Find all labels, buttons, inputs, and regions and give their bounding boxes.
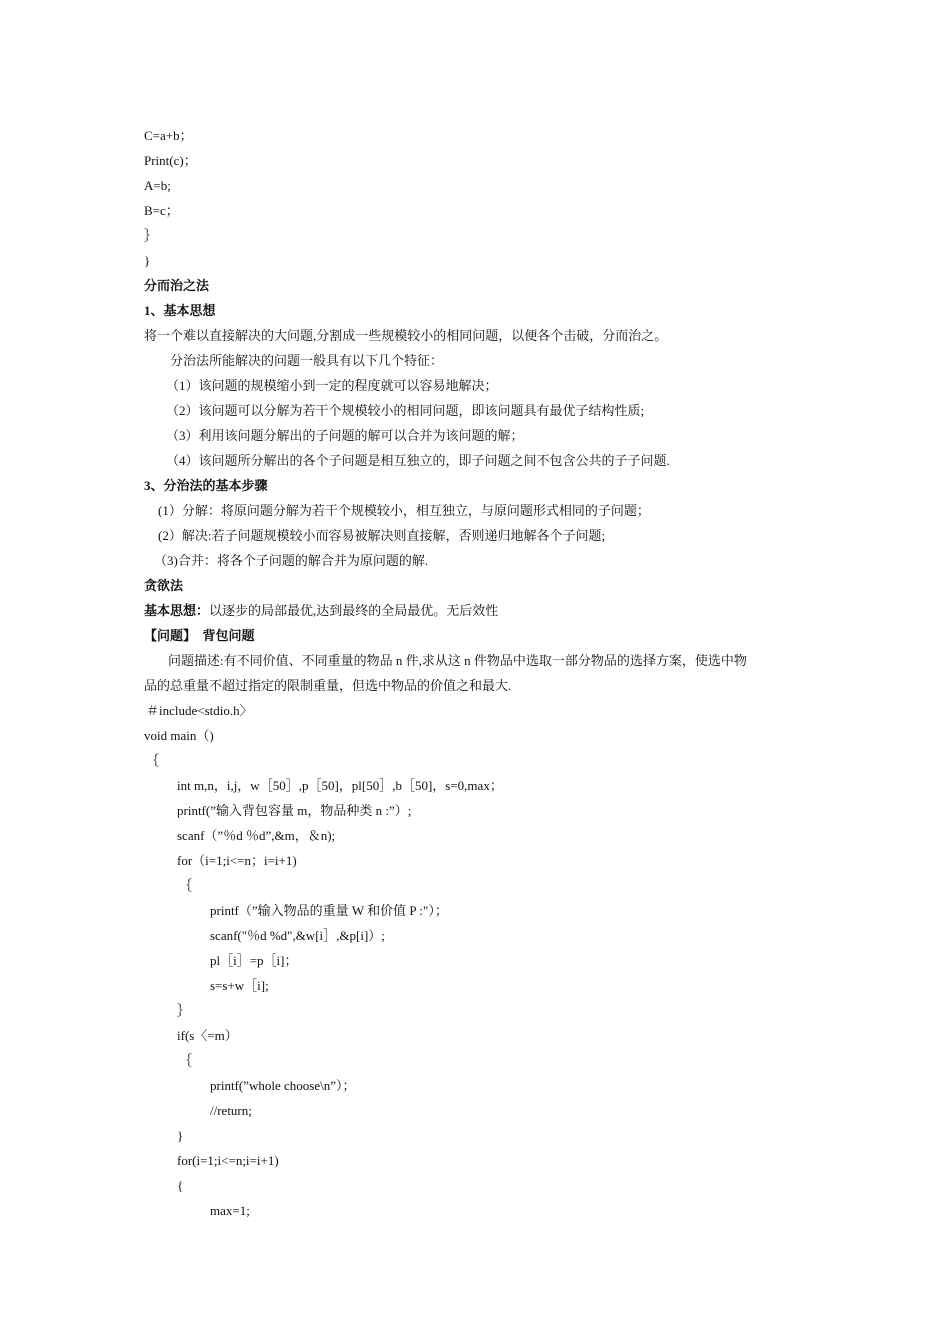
paragraph xyxy=(144,602,498,620)
paragraph: 问题描述:有不同价值、不同重量的物品 n 件,求从这 n 件物品中选取一部分物品的选择方案，使选中物 xyxy=(168,653,747,668)
code-line: scanf（”％d ％d”,&m，＆n); xyxy=(177,828,336,843)
paragraph: 品的总重量不超过指定的限制重量，但选中物品的价值之和最大. xyxy=(144,678,512,693)
list-item: （3）利用该问题分解出的子问题的解可以合并为该问题的解； xyxy=(166,428,524,443)
list-item: （2）该问题可以分解为若干个规模较小的相同问题，即该问题具有最优子结构性质; xyxy=(166,403,645,418)
basic-idea-text: 以逐步的局部最优,达到最终的全局最优。无后效性 xyxy=(209,603,499,618)
code-line: B=c； xyxy=(144,203,179,218)
code-line: printf(”输入背包容量 m，物品种类 n :”）; xyxy=(177,803,412,818)
code-line: max=1; xyxy=(210,1203,250,1218)
code-line: ｝ xyxy=(177,1003,191,1018)
list-item: （3)合并：将各个子问题的解合并为原问题的解. xyxy=(154,553,429,568)
code-line: ｛ xyxy=(146,753,160,768)
code-line: int m,n，i,j，w［50］,p［50]，pl[50］,b［50]，s=0,max； xyxy=(177,778,503,793)
code-line: s=s+w［i]; xyxy=(210,978,269,993)
code-line: ｝ xyxy=(144,228,158,243)
code-line: //return; xyxy=(210,1103,252,1118)
paragraph: 分治法所能解决的问题一般具有以下几个特征： xyxy=(170,353,444,368)
paragraph: 将一个难以直接解决的大问题,分割成一些规模较小的相同问题，以便各个击破，分而治之。 xyxy=(144,328,668,343)
code-line: A=b; xyxy=(144,178,171,193)
list-item: (1）分解：将原问题分解为若干个规模较小，相互独立，与原问题形式相同的子问题； xyxy=(158,503,650,518)
list-item: （4）该问题所分解出的各个子问题是相互独立的，即子问题之间不包含公共的子子问题. xyxy=(166,453,670,468)
subsection-heading: 1、基本思想 xyxy=(144,303,216,318)
code-line: } xyxy=(177,1128,184,1143)
code-line: void main（) xyxy=(144,728,214,743)
code-line: ｛ xyxy=(179,1053,193,1068)
code-line: { xyxy=(177,1178,184,1193)
code-line: ｛ xyxy=(179,878,193,893)
code-line: Print(c)； xyxy=(144,153,197,168)
section-heading: 贪欲法 xyxy=(144,578,184,593)
label-basic-idea: 基本思想： xyxy=(144,603,210,618)
subsection-heading: 3、分治法的基本步骤 xyxy=(144,478,268,493)
code-line: for（i=1;i<=n；i=i+1) xyxy=(177,853,297,868)
section-heading: 分而治之法 xyxy=(144,278,210,293)
code-line: ＃include<stdio.h〉 xyxy=(146,703,253,718)
code-line: printf（”输入物品的重量 W 和价值 P :"）； xyxy=(210,903,448,918)
problem-heading: 【问题】 背包问题 xyxy=(144,628,255,643)
code-line: C=a+b； xyxy=(144,128,193,143)
code-line: printf(”whole choose\n”）； xyxy=(210,1078,356,1093)
code-line: } xyxy=(144,253,151,268)
code-line: if(s〈=m） xyxy=(177,1028,238,1043)
code-line: scanf("％d %d",&w[i］,&p[i]）; xyxy=(210,928,385,943)
list-item: （1）该问题的规模缩小到一定的程度就可以容易地解决； xyxy=(166,378,498,393)
code-line: for(i=1;i<=n;i=i+1) xyxy=(177,1153,279,1168)
code-line: pl［i］=p［i]； xyxy=(210,953,298,968)
list-item: (2）解决:若子问题规模较小而容易被解决则直接解，否则递归地解各个子问题; xyxy=(158,528,606,543)
